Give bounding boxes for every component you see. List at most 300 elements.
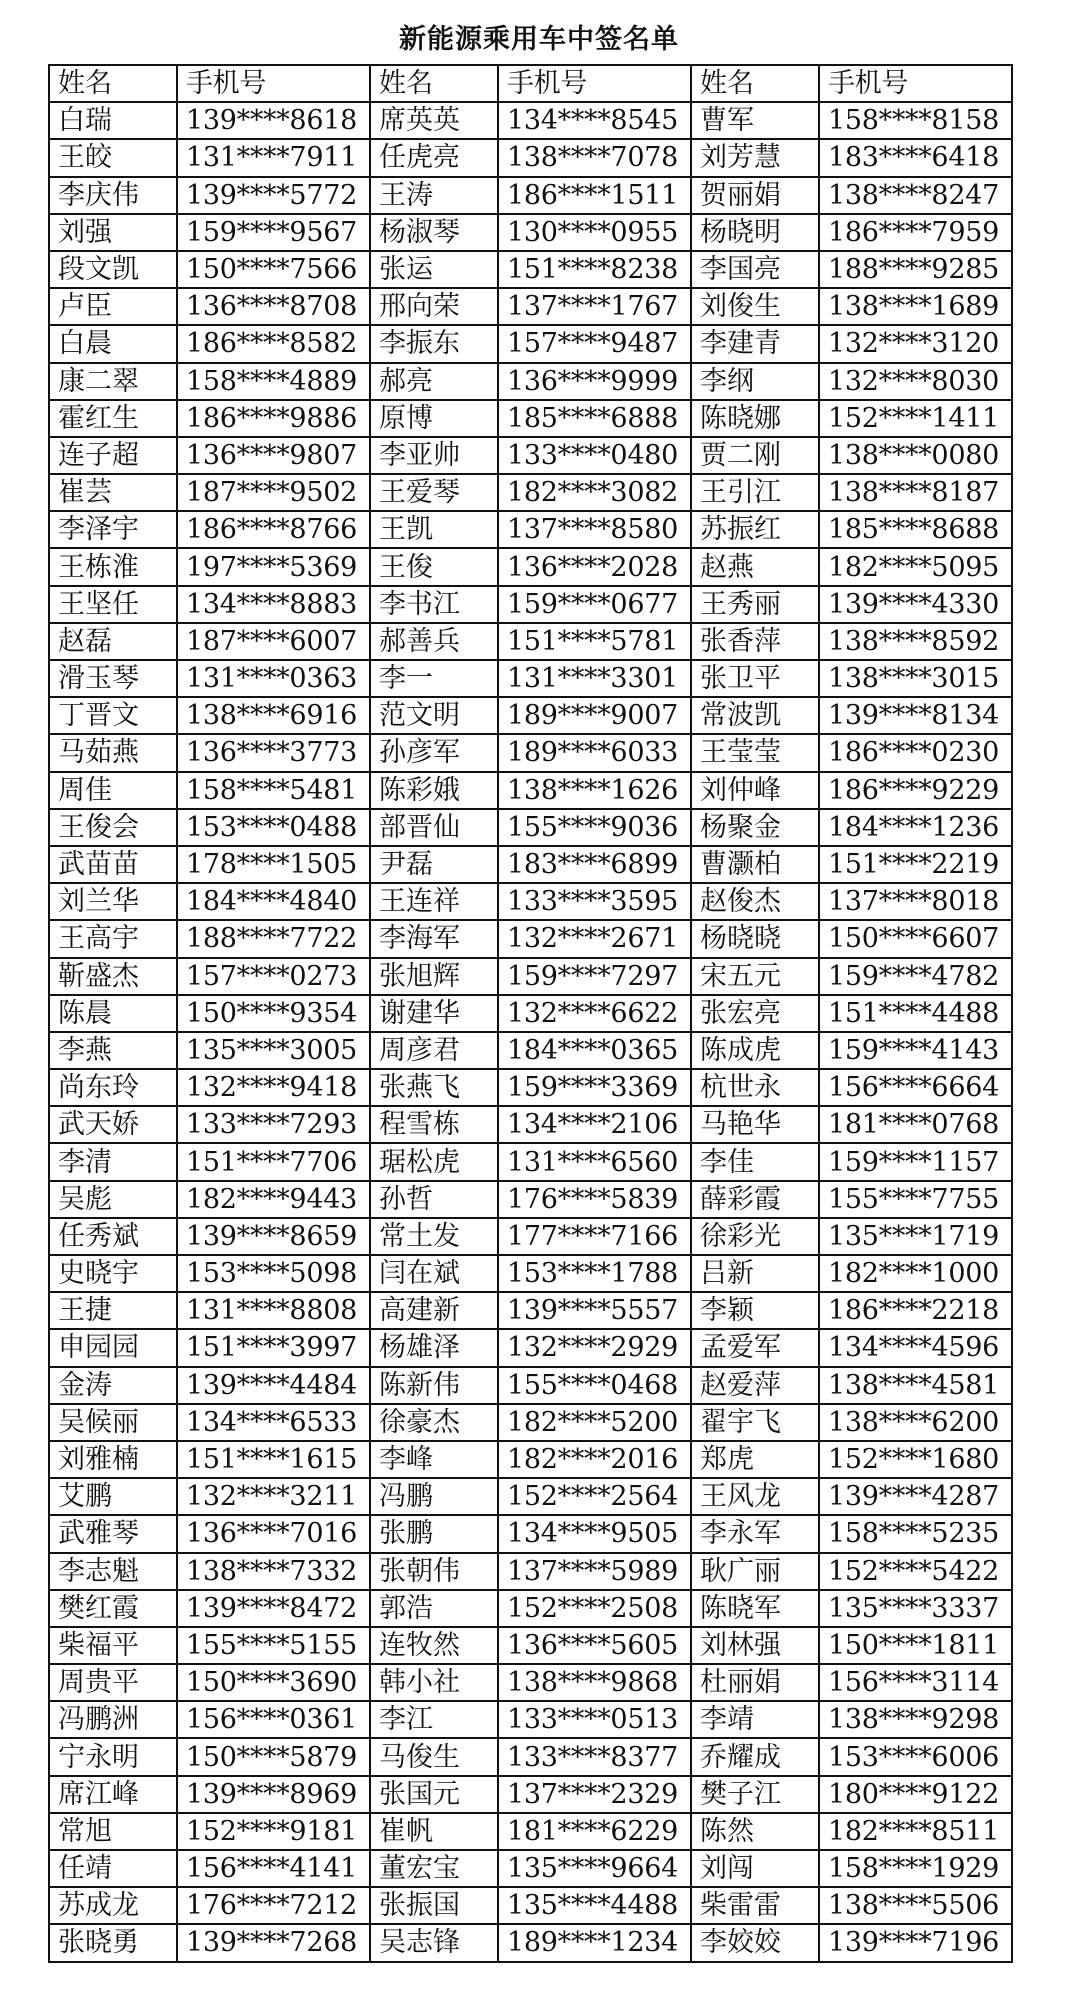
table-row [49,1441,1012,1478]
name-cell: 耿广丽 [691,1553,819,1590]
phone-cell: 156****0361 [177,1701,370,1738]
name-cell: 李一 [370,660,498,697]
phone-cell: 138****1689 [819,288,1012,325]
phone-cell: 159****1157 [819,1143,1012,1180]
table-row [49,1738,1012,1775]
name-cell: 周佳 [49,772,177,809]
name-cell: 李江 [370,1701,498,1738]
phone-cell: 151****3997 [177,1329,370,1366]
name-cell: 宁永明 [49,1738,177,1775]
phone-cell: 187****9502 [177,474,370,511]
phone-cell: 134****8883 [177,586,370,623]
table-row [49,1143,1012,1180]
phone-cell: 182****2016 [498,1441,691,1478]
table-row [49,548,1012,585]
phone-cell: 138****3015 [819,660,1012,697]
table-row [49,1850,1012,1887]
name-cell: 康二翠 [49,363,177,400]
phone-cell: 182****3082 [498,474,691,511]
name-cell: 张朝伟 [370,1553,498,1590]
phone-cell: 132****2929 [498,1329,691,1366]
table-row [49,325,1012,362]
name-cell: 琚松虎 [370,1143,498,1180]
phone-cell: 151****4488 [819,995,1012,1032]
name-cell: 艾鹏 [49,1478,177,1515]
name-cell: 高建新 [370,1292,498,1329]
phone-cell: 188****7722 [177,920,370,957]
name-cell: 吴候丽 [49,1404,177,1441]
name-cell: 苏成龙 [49,1887,177,1924]
table-row [49,1329,1012,1366]
phone-cell: 178****1505 [177,846,370,883]
name-cell: 徐彩光 [691,1218,819,1255]
table-row [49,734,1012,771]
phone-cell: 135****4488 [498,1887,691,1924]
name-cell: 邢向荣 [370,288,498,325]
phone-cell: 136****3773 [177,734,370,771]
phone-cell: 155****7755 [819,1181,1012,1218]
phone-cell: 153****1788 [498,1255,691,1292]
table-row [49,697,1012,734]
name-cell: 徐豪杰 [370,1404,498,1441]
name-cell: 孙彦军 [370,734,498,771]
name-cell: 冯鹏洲 [49,1701,177,1738]
name-cell: 韩小社 [370,1664,498,1701]
phone-cell: 135****3005 [177,1032,370,1069]
table-row [49,846,1012,883]
table-row [49,214,1012,251]
phone-cell: 186****9229 [819,772,1012,809]
table-row [49,1069,1012,1106]
name-cell: 苏振红 [691,511,819,548]
name-cell: 陈然 [691,1813,819,1850]
table-row [49,1478,1012,1515]
name-cell: 李亚帅 [370,437,498,474]
name-cell: 张旭辉 [370,958,498,995]
name-cell: 李建青 [691,325,819,362]
name-cell: 席江峰 [49,1776,177,1813]
table-row [49,1181,1012,1218]
phone-cell: 152****5422 [819,1553,1012,1590]
column-header-name: 姓名 [370,65,498,102]
phone-cell: 138****5506 [819,1887,1012,1924]
table-row [49,474,1012,511]
name-cell: 丁晋文 [49,697,177,734]
phone-cell: 132****6622 [498,995,691,1032]
name-cell: 樊子江 [691,1776,819,1813]
phone-cell: 131****8808 [177,1292,370,1329]
phone-cell: 156****6664 [819,1069,1012,1106]
name-cell: 曹军 [691,102,819,139]
name-cell: 申园园 [49,1329,177,1366]
phone-cell: 153****5098 [177,1255,370,1292]
name-cell: 杨雄泽 [370,1329,498,1366]
phone-cell: 138****4581 [819,1367,1012,1404]
table-row [49,1404,1012,1441]
name-cell: 张燕飞 [370,1069,498,1106]
phone-cell: 139****7196 [819,1924,1012,1961]
name-cell: 杨晓明 [691,214,819,251]
phone-cell: 187****6007 [177,623,370,660]
phone-cell: 184****1236 [819,809,1012,846]
table-row [49,1776,1012,1813]
column-header-name: 姓名 [49,65,177,102]
name-cell: 张晓勇 [49,1924,177,1961]
name-cell: 吕新 [691,1255,819,1292]
name-cell: 王凯 [370,511,498,548]
name-cell: 郑虎 [691,1441,819,1478]
table-row [49,102,1012,139]
name-cell: 王坚任 [49,586,177,623]
phone-cell: 134****9505 [498,1515,691,1552]
name-cell: 王皎 [49,139,177,176]
phone-cell: 131****6560 [498,1143,691,1180]
table-row [49,1032,1012,1069]
table-row [49,363,1012,400]
name-cell: 刘兰华 [49,883,177,920]
name-cell: 张鹏 [370,1515,498,1552]
table-row [49,1664,1012,1701]
phone-cell: 186****2218 [819,1292,1012,1329]
name-cell: 范文明 [370,697,498,734]
name-cell: 宋五元 [691,958,819,995]
phone-cell: 176****7212 [177,1887,370,1924]
name-cell: 贾二刚 [691,437,819,474]
phone-cell: 156****4141 [177,1850,370,1887]
name-cell: 李清 [49,1143,177,1180]
phone-cell: 137****1767 [498,288,691,325]
phone-cell: 189****9007 [498,697,691,734]
name-cell: 李志魁 [49,1553,177,1590]
name-cell: 任靖 [49,1850,177,1887]
phone-cell: 158****8158 [819,102,1012,139]
name-cell: 王引江 [691,474,819,511]
phone-cell: 158****4889 [177,363,370,400]
name-cell: 刘闯 [691,1850,819,1887]
table-row [49,883,1012,920]
table-row [49,586,1012,623]
table-row [49,772,1012,809]
phone-cell: 138****6200 [819,1404,1012,1441]
name-cell: 武苗苗 [49,846,177,883]
name-cell: 白瑞 [49,102,177,139]
name-cell: 陈成虎 [691,1032,819,1069]
table-row [49,1627,1012,1664]
phone-cell: 139****8618 [177,102,370,139]
phone-cell: 158****5235 [819,1515,1012,1552]
name-cell: 闫在斌 [370,1255,498,1292]
name-cell: 王莹莹 [691,734,819,771]
phone-cell: 159****3369 [498,1069,691,1106]
name-cell: 赵俊杰 [691,883,819,920]
table-row [49,660,1012,697]
name-cell: 李靖 [691,1701,819,1738]
phone-cell: 136****5605 [498,1627,691,1664]
name-cell: 李峰 [370,1441,498,1478]
table-row [49,1887,1012,1924]
phone-cell: 152****1680 [819,1441,1012,1478]
name-cell: 曹灏柏 [691,846,819,883]
name-cell: 崔帆 [370,1813,498,1850]
name-cell: 刘俊生 [691,288,819,325]
phone-cell: 130****0955 [498,214,691,251]
phone-cell: 139****4287 [819,1478,1012,1515]
name-cell: 霍红生 [49,400,177,437]
name-cell: 史晓宇 [49,1255,177,1292]
phone-cell: 136****7016 [177,1515,370,1552]
table-header-row [49,65,1012,102]
page-title: 新能源乘用车中签名单 [399,24,679,55]
name-cell: 马俊生 [370,1738,498,1775]
phone-cell: 158****5481 [177,772,370,809]
phone-cell: 133****0480 [498,437,691,474]
name-cell: 张宏亮 [691,995,819,1032]
name-cell: 李海军 [370,920,498,957]
phone-cell: 189****1234 [498,1924,691,1961]
phone-cell: 180****9122 [819,1776,1012,1813]
table-row [49,1924,1012,1961]
phone-cell: 182****8511 [819,1813,1012,1850]
name-cell: 周彦君 [370,1032,498,1069]
name-cell: 孙哲 [370,1181,498,1218]
phone-cell: 139****8659 [177,1218,370,1255]
name-cell: 郝善兵 [370,623,498,660]
table-row [49,1590,1012,1627]
name-cell: 李泽宇 [49,511,177,548]
table-row [49,995,1012,1032]
phone-cell: 139****5557 [498,1292,691,1329]
name-cell: 刘强 [49,214,177,251]
phone-cell: 155****0468 [498,1367,691,1404]
phone-cell: 183****6899 [498,846,691,883]
table-row [49,437,1012,474]
phone-cell: 186****9886 [177,400,370,437]
phone-cell: 157****9487 [498,325,691,362]
name-cell: 郭浩 [370,1590,498,1627]
name-cell: 白晨 [49,325,177,362]
phone-cell: 182****5095 [819,548,1012,585]
phone-cell: 181****6229 [498,1813,691,1850]
name-cell: 陈晨 [49,995,177,1032]
name-cell: 李振东 [370,325,498,362]
name-cell: 李国亮 [691,251,819,288]
name-cell: 冯鹏 [370,1478,498,1515]
phone-cell: 181****0768 [819,1106,1012,1143]
name-cell: 王捷 [49,1292,177,1329]
table-body [49,102,1012,1961]
table-row [49,139,1012,176]
column-header-phone: 手机号 [819,65,1012,102]
phone-cell: 138****8187 [819,474,1012,511]
table-row [49,958,1012,995]
name-cell: 连子超 [49,437,177,474]
name-cell: 部晋仙 [370,809,498,846]
phone-cell: 139****4484 [177,1367,370,1404]
phone-cell: 150****6607 [819,920,1012,957]
phone-cell: 139****8969 [177,1776,370,1813]
phone-cell: 153****6006 [819,1738,1012,1775]
phone-cell: 139****8472 [177,1590,370,1627]
name-cell: 张香萍 [691,623,819,660]
name-cell: 薛彩霞 [691,1181,819,1218]
column-header-name: 姓名 [691,65,819,102]
name-cell: 王涛 [370,177,498,214]
phone-cell: 138****0080 [819,437,1012,474]
table-row [49,623,1012,660]
name-cell: 陈晓军 [691,1590,819,1627]
phone-cell: 188****9285 [819,251,1012,288]
phone-cell: 189****6033 [498,734,691,771]
phone-cell: 138****8247 [819,177,1012,214]
name-cell: 杨晓晓 [691,920,819,957]
name-cell: 杨淑琴 [370,214,498,251]
table-row [49,511,1012,548]
name-cell: 程雪栋 [370,1106,498,1143]
phone-cell: 133****0513 [498,1701,691,1738]
name-cell: 李燕 [49,1032,177,1069]
name-cell: 王连祥 [370,883,498,920]
name-cell: 杜丽娟 [691,1664,819,1701]
phone-cell: 138****8592 [819,623,1012,660]
name-cell: 李颖 [691,1292,819,1329]
phone-cell: 136****2028 [498,548,691,585]
name-cell: 王俊会 [49,809,177,846]
phone-cell: 152****1411 [819,400,1012,437]
name-cell: 赵磊 [49,623,177,660]
phone-cell: 152****2508 [498,1590,691,1627]
name-cell: 李佳 [691,1143,819,1180]
name-cell: 尚东玲 [49,1069,177,1106]
phone-cell: 151****2219 [819,846,1012,883]
name-cell: 王风龙 [691,1478,819,1515]
table-row [49,1218,1012,1255]
phone-cell: 150****7566 [177,251,370,288]
phone-cell: 132****2671 [498,920,691,957]
phone-cell: 137****5989 [498,1553,691,1590]
name-cell: 柴雷雷 [691,1887,819,1924]
name-cell: 张卫平 [691,660,819,697]
name-cell: 贺丽娟 [691,177,819,214]
phone-cell: 139****8134 [819,697,1012,734]
phone-cell: 134****6533 [177,1404,370,1441]
name-cell: 马茹燕 [49,734,177,771]
column-header-phone: 手机号 [177,65,370,102]
phone-cell: 131****3301 [498,660,691,697]
phone-cell: 134****4596 [819,1329,1012,1366]
phone-cell: 150****3690 [177,1664,370,1701]
name-cell: 王高宇 [49,920,177,957]
name-cell: 张振国 [370,1887,498,1924]
phone-cell: 133****7293 [177,1106,370,1143]
phone-cell: 152****2564 [498,1478,691,1515]
phone-cell: 137****8580 [498,511,691,548]
name-cell: 王栋淮 [49,548,177,585]
table-row [49,1701,1012,1738]
name-cell: 刘林强 [691,1627,819,1664]
name-cell: 常旭 [49,1813,177,1850]
name-cell: 周贵平 [49,1664,177,1701]
phone-cell: 151****7706 [177,1143,370,1180]
name-cell: 刘雅楠 [49,1441,177,1478]
phone-cell: 135****9664 [498,1850,691,1887]
phone-cell: 158****1929 [819,1850,1012,1887]
name-cell: 李纲 [691,363,819,400]
phone-cell: 151****1615 [177,1441,370,1478]
phone-cell: 184****4840 [177,883,370,920]
table-row [49,1367,1012,1404]
phone-cell: 136****9999 [498,363,691,400]
table-row [49,809,1012,846]
winner-list-table [48,64,1013,1963]
table-row [49,1106,1012,1143]
name-cell: 李书江 [370,586,498,623]
roster-document [48,0,1012,1963]
column-header-phone: 手机号 [498,65,691,102]
phone-cell: 132****8030 [819,363,1012,400]
name-cell: 靳盛杰 [49,958,177,995]
name-cell: 崔芸 [49,474,177,511]
name-cell: 柴福平 [49,1627,177,1664]
phone-cell: 182****9443 [177,1181,370,1218]
name-cell: 任秀斌 [49,1218,177,1255]
name-cell: 张国元 [370,1776,498,1813]
name-cell: 杨聚金 [691,809,819,846]
phone-cell: 139****5772 [177,177,370,214]
phone-cell: 132****3211 [177,1478,370,1515]
phone-cell: 133****3595 [498,883,691,920]
phone-cell: 138****6916 [177,697,370,734]
phone-cell: 159****0677 [498,586,691,623]
name-cell: 刘仲峰 [691,772,819,809]
phone-cell: 150****9354 [177,995,370,1032]
name-cell: 杭世永 [691,1069,819,1106]
name-cell: 王爱琴 [370,474,498,511]
name-cell: 尹磊 [370,846,498,883]
table-row [49,1813,1012,1850]
table-row [49,920,1012,957]
phone-cell: 186****7959 [819,214,1012,251]
phone-cell: 138****9868 [498,1664,691,1701]
phone-cell: 151****8238 [498,251,691,288]
phone-cell: 185****6888 [498,400,691,437]
name-cell: 常波凯 [691,697,819,734]
phone-cell: 132****3120 [819,325,1012,362]
phone-cell: 186****0230 [819,734,1012,771]
phone-cell: 150****5879 [177,1738,370,1775]
table-row [49,1553,1012,1590]
name-cell: 武天娇 [49,1106,177,1143]
name-cell: 王秀丽 [691,586,819,623]
phone-cell: 159****7297 [498,958,691,995]
name-cell: 李永军 [691,1515,819,1552]
name-cell: 张运 [370,251,498,288]
phone-cell: 176****5839 [498,1181,691,1218]
name-cell: 陈新伟 [370,1367,498,1404]
phone-cell: 155****5155 [177,1627,370,1664]
phone-cell: 159****9567 [177,214,370,251]
phone-cell: 138****1626 [498,772,691,809]
phone-cell: 185****8688 [819,511,1012,548]
name-cell: 孟爱军 [691,1329,819,1366]
phone-cell: 156****3114 [819,1664,1012,1701]
phone-cell: 134****8545 [498,102,691,139]
name-cell: 刘芳慧 [691,139,819,176]
name-cell: 赵爱萍 [691,1367,819,1404]
phone-cell: 197****5369 [177,548,370,585]
table-row [49,1292,1012,1329]
table-row [49,1515,1012,1552]
phone-cell: 186****8582 [177,325,370,362]
